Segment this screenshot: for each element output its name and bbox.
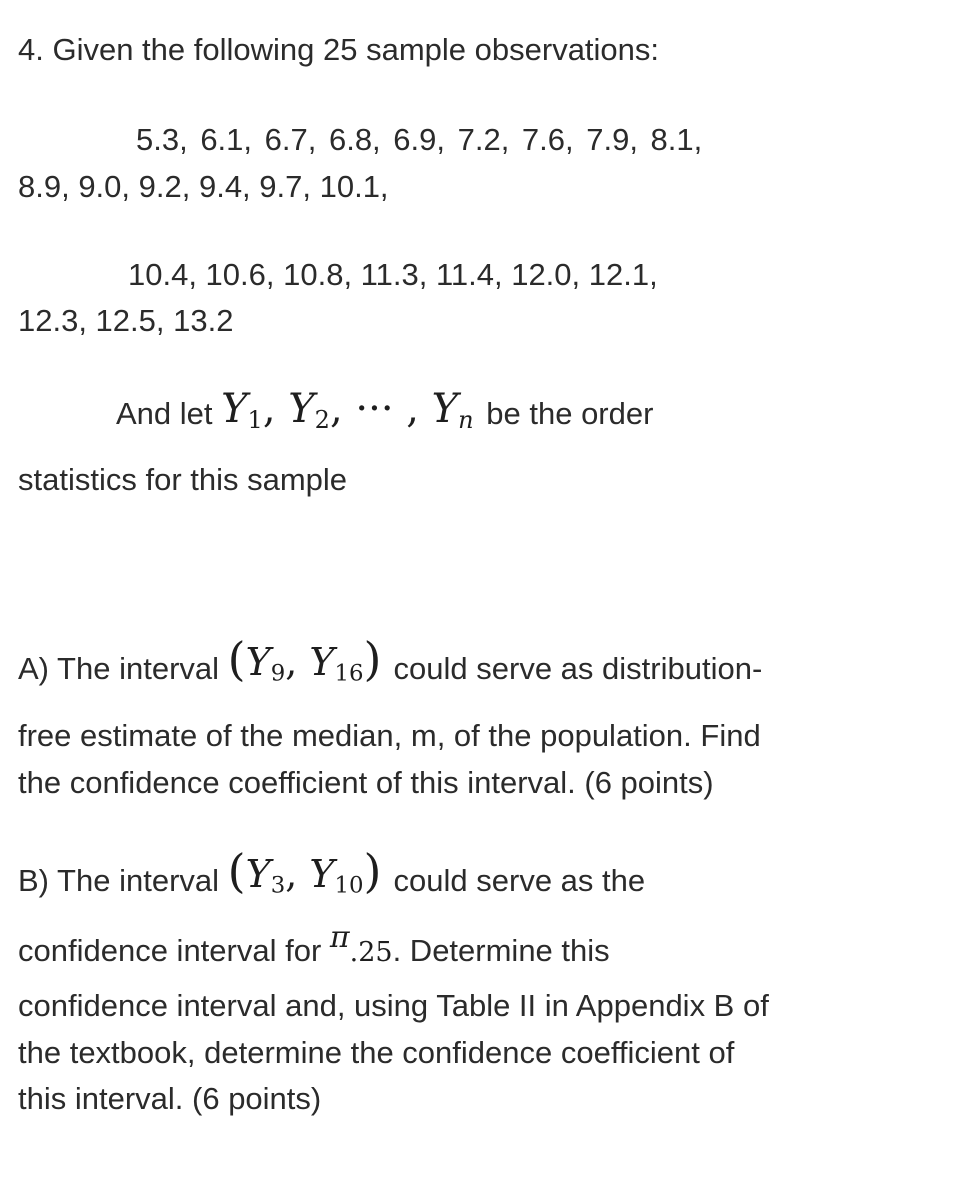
be-the-order-text: be the order <box>486 396 654 431</box>
part-a-line-2: free estimate of the median, m, of the population. Find <box>18 718 761 753</box>
part-b-line-3: confidence interval and, using Table II in Appendix B of <box>18 988 769 1023</box>
part-a-line-3: the confidence coefficient of this interval. (6 points) <box>18 765 714 800</box>
observations-line-2: 8.9, 9.0, 9.2, 9.4, 9.7, 10.1, <box>18 169 389 204</box>
order-statistics-line <box>116 386 653 442</box>
part-a-suffix: could serve as distribution- <box>393 651 763 686</box>
part-a-prefix: A) The interval <box>18 651 220 686</box>
statistics-for-sample-text: statistics for this sample <box>18 462 348 497</box>
part-b-line-1 <box>18 844 646 912</box>
observations-line-3: 10.4, 10.6, 10.8, 11.3, 11.4, 12.0, 12.1, <box>128 257 658 292</box>
observations-line-4: 12.3, 12.5, 13.2 <box>18 303 234 338</box>
order-statistics-formula: $Y_1$, $Y_2$, ··· , $Y_n$ <box>221 386 474 434</box>
pi-subscript: .25 <box>349 937 393 968</box>
part-b-suffix: could serve as the <box>393 863 646 898</box>
part-b-prefix: B) The interval <box>18 863 220 898</box>
part-b-line-4: the textbook, determine the confidence coefficient of <box>18 1035 735 1070</box>
part-b-line-2-prefix: confidence interval for <box>18 933 322 968</box>
pi-symbol: π <box>329 920 350 955</box>
part-b-line-2 <box>18 920 610 976</box>
part-a-interval-formula: ($Y_9$, $Y_{16}$) <box>227 632 382 687</box>
pi-quantile-formula <box>329 920 393 969</box>
part-b-interval-formula: ($Y_3$, $Y_{10}$) <box>227 844 382 899</box>
part-a-line-1 <box>18 632 763 700</box>
part-b-line-5: this interval. (6 points) <box>18 1081 322 1116</box>
part-b-line-2-suffix: . Determine this <box>392 933 610 968</box>
question-title: 4. Given the following 25 sample observations: <box>18 32 660 67</box>
and-let-text: And let <box>116 396 213 431</box>
observations-line-1: 5.3, 6.1, 6.7, 6.8, 6.9, 7.2, 7.6, 7.9, 8.1, <box>136 122 703 157</box>
